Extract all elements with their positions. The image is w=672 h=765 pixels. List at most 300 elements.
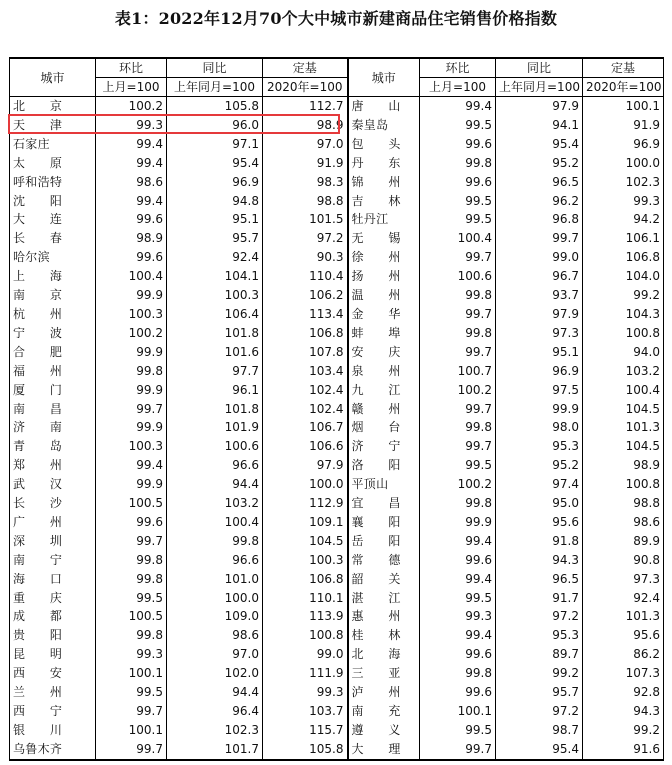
- left-mom-cell: 99.6: [96, 210, 167, 229]
- left-yoy-cell: 95.1: [167, 210, 263, 229]
- left-base-cell: 112.7: [263, 97, 348, 116]
- left-mom-cell: 99.9: [96, 381, 167, 400]
- right-city-cell: 惠 州: [348, 607, 420, 626]
- right-city-cell: 包 头: [348, 135, 420, 154]
- left-mom-cell: 99.4: [96, 154, 167, 173]
- header-city-right: 城市: [348, 58, 420, 97]
- unit-base-right: 2020年=100: [583, 78, 664, 97]
- right-yoy-cell: 95.0: [496, 494, 583, 513]
- right-yoy-cell: 93.7: [496, 286, 583, 305]
- right-city-cell: 泉 州: [348, 362, 420, 381]
- left-city-cell: 乌鲁木齐: [10, 740, 96, 760]
- right-base-cell: 98.6: [583, 513, 664, 532]
- right-mom-cell: 99.5: [420, 210, 496, 229]
- left-base-cell: 103.7: [263, 702, 348, 721]
- table-row: [10, 475, 664, 494]
- right-base-cell: 103.2: [583, 362, 664, 381]
- right-yoy-cell: 98.7: [496, 721, 583, 740]
- right-city-cell: 蚌 埠: [348, 324, 420, 343]
- right-yoy-cell: 99.9: [496, 400, 583, 419]
- left-city-cell: 厦 门: [10, 381, 96, 400]
- right-mom-cell: 99.8: [420, 664, 496, 683]
- left-mom-cell: 100.1: [96, 721, 167, 740]
- left-city-cell: 福 州: [10, 362, 96, 381]
- left-city-cell: 海 口: [10, 570, 96, 589]
- right-base-cell: 107.3: [583, 664, 664, 683]
- header-base-right: 定基: [583, 58, 664, 78]
- right-city-cell: 赣 州: [348, 400, 420, 419]
- right-base-cell: 100.1: [583, 97, 664, 116]
- right-yoy-cell: 99.2: [496, 664, 583, 683]
- right-yoy-cell: 95.1: [496, 343, 583, 362]
- left-city-cell: 上 海: [10, 267, 96, 286]
- left-base-cell: 102.4: [263, 381, 348, 400]
- right-city-cell: 三 亚: [348, 664, 420, 683]
- right-base-cell: 94.3: [583, 702, 664, 721]
- right-yoy-cell: 89.7: [496, 645, 583, 664]
- left-city-cell: 昆 明: [10, 645, 96, 664]
- left-yoy-cell: 100.0: [167, 589, 263, 608]
- left-yoy-cell: 101.9: [167, 418, 263, 437]
- table-row: [10, 135, 664, 154]
- left-yoy-cell: 103.2: [167, 494, 263, 513]
- table-row: [10, 437, 664, 456]
- left-mom-cell: 99.8: [96, 570, 167, 589]
- left-city-cell: 西 安: [10, 664, 96, 683]
- left-mom-cell: 99.9: [96, 286, 167, 305]
- right-yoy-cell: 94.1: [496, 116, 583, 135]
- right-base-cell: 98.9: [583, 456, 664, 475]
- right-base-cell: 96.9: [583, 135, 664, 154]
- left-base-cell: 102.4: [263, 400, 348, 419]
- left-mom-cell: 99.5: [96, 683, 167, 702]
- table-row: [10, 210, 664, 229]
- right-mom-cell: 100.4: [420, 229, 496, 248]
- left-mom-cell: 100.3: [96, 305, 167, 324]
- right-city-cell: 吉 林: [348, 192, 420, 211]
- left-yoy-cell: 100.3: [167, 286, 263, 305]
- left-mom-cell: 99.8: [96, 362, 167, 381]
- right-base-cell: 104.3: [583, 305, 664, 324]
- table-body: [10, 97, 664, 760]
- unit-yoy-left: 上年同月=100: [167, 78, 263, 97]
- left-yoy-cell: 102.3: [167, 721, 263, 740]
- right-city-cell: 韶 关: [348, 570, 420, 589]
- table-row: [10, 418, 664, 437]
- right-base-cell: 92.8: [583, 683, 664, 702]
- right-yoy-cell: 99.7: [496, 229, 583, 248]
- left-yoy-cell: 95.4: [167, 154, 263, 173]
- right-base-cell: 92.4: [583, 589, 664, 608]
- right-city-cell: 扬 州: [348, 267, 420, 286]
- right-yoy-cell: 95.2: [496, 154, 583, 173]
- right-mom-cell: 99.3: [420, 607, 496, 626]
- header-yoy-left: 同比: [167, 58, 263, 78]
- left-mom-cell: 100.4: [96, 267, 167, 286]
- table-row: [10, 740, 664, 760]
- right-base-cell: 106.1: [583, 229, 664, 248]
- right-city-cell: 平顶山: [348, 475, 420, 494]
- right-yoy-cell: 97.9: [496, 305, 583, 324]
- table-row: [10, 381, 664, 400]
- table-row: [10, 97, 664, 116]
- left-yoy-cell: 106.4: [167, 305, 263, 324]
- right-base-cell: 86.2: [583, 645, 664, 664]
- left-mom-cell: 100.2: [96, 97, 167, 116]
- left-yoy-cell: 109.0: [167, 607, 263, 626]
- left-yoy-cell: 96.9: [167, 173, 263, 192]
- left-mom-cell: 100.2: [96, 324, 167, 343]
- left-base-cell: 113.9: [263, 607, 348, 626]
- left-mom-cell: 99.3: [96, 116, 167, 135]
- right-base-cell: 91.9: [583, 116, 664, 135]
- right-base-cell: 102.3: [583, 173, 664, 192]
- right-yoy-cell: 98.0: [496, 418, 583, 437]
- left-yoy-cell: 101.6: [167, 343, 263, 362]
- right-city-cell: 北 海: [348, 645, 420, 664]
- left-mom-cell: 99.9: [96, 475, 167, 494]
- left-yoy-cell: 98.6: [167, 626, 263, 645]
- left-yoy-cell: 104.1: [167, 267, 263, 286]
- left-city-cell: 南 宁: [10, 551, 96, 570]
- right-mom-cell: 99.5: [420, 192, 496, 211]
- left-mom-cell: 99.7: [96, 532, 167, 551]
- right-city-cell: 遵 义: [348, 721, 420, 740]
- left-base-cell: 100.3: [263, 551, 348, 570]
- right-mom-cell: 100.2: [420, 475, 496, 494]
- right-yoy-cell: 91.7: [496, 589, 583, 608]
- table-row: [10, 702, 664, 721]
- right-city-cell: 锦 州: [348, 173, 420, 192]
- right-city-cell: 九 江: [348, 381, 420, 400]
- table-row: [10, 324, 664, 343]
- right-mom-cell: 99.8: [420, 324, 496, 343]
- left-city-cell: 银 川: [10, 721, 96, 740]
- right-yoy-cell: 97.2: [496, 607, 583, 626]
- left-base-cell: 98.3: [263, 173, 348, 192]
- left-mom-cell: 100.1: [96, 664, 167, 683]
- right-yoy-cell: 95.4: [496, 740, 583, 760]
- right-city-cell: 宜 昌: [348, 494, 420, 513]
- left-mom-cell: 98.6: [96, 173, 167, 192]
- right-yoy-cell: 96.5: [496, 173, 583, 192]
- right-mom-cell: 99.6: [420, 135, 496, 154]
- left-mom-cell: 100.5: [96, 607, 167, 626]
- left-base-cell: 106.6: [263, 437, 348, 456]
- left-base-cell: 103.4: [263, 362, 348, 381]
- left-city-cell: 呼和浩特: [10, 173, 96, 192]
- header-yoy-right: 同比: [496, 58, 583, 78]
- right-mom-cell: 99.4: [420, 532, 496, 551]
- right-yoy-cell: 95.6: [496, 513, 583, 532]
- right-base-cell: 97.3: [583, 570, 664, 589]
- right-city-cell: 牡丹江: [348, 210, 420, 229]
- table-row: [10, 192, 664, 211]
- left-city-cell: 沈 阳: [10, 192, 96, 211]
- left-city-cell: 成 都: [10, 607, 96, 626]
- right-base-cell: 104.0: [583, 267, 664, 286]
- table-header: [10, 58, 664, 97]
- right-yoy-cell: 97.5: [496, 381, 583, 400]
- right-base-cell: 90.8: [583, 551, 664, 570]
- left-base-cell: 97.2: [263, 229, 348, 248]
- left-city-cell: 南 京: [10, 286, 96, 305]
- table-row: [10, 362, 664, 381]
- left-mom-cell: 99.4: [96, 192, 167, 211]
- unit-base-left: 2020年=100: [263, 78, 348, 97]
- left-mom-cell: 99.4: [96, 456, 167, 475]
- left-yoy-cell: 96.6: [167, 551, 263, 570]
- left-city-cell: 天 津: [10, 116, 96, 135]
- left-base-cell: 106.7: [263, 418, 348, 437]
- table-row: [10, 267, 664, 286]
- left-city-cell: 青 岛: [10, 437, 96, 456]
- right-mom-cell: 100.7: [420, 362, 496, 381]
- left-yoy-cell: 101.8: [167, 324, 263, 343]
- right-mom-cell: 99.7: [420, 740, 496, 760]
- price-index-table: [9, 57, 664, 761]
- right-base-cell: 100.8: [583, 475, 664, 494]
- left-mom-cell: 99.4: [96, 135, 167, 154]
- table-row: [10, 645, 664, 664]
- right-yoy-cell: 99.0: [496, 248, 583, 267]
- left-city-cell: 南 昌: [10, 400, 96, 419]
- left-base-cell: 101.5: [263, 210, 348, 229]
- right-mom-cell: 99.8: [420, 494, 496, 513]
- right-mom-cell: 99.7: [420, 248, 496, 267]
- right-city-cell: 徐 州: [348, 248, 420, 267]
- right-base-cell: 100.4: [583, 381, 664, 400]
- left-city-cell: 武 汉: [10, 475, 96, 494]
- left-city-cell: 合 肥: [10, 343, 96, 362]
- left-yoy-cell: 101.7: [167, 740, 263, 760]
- left-yoy-cell: 100.4: [167, 513, 263, 532]
- right-base-cell: 104.5: [583, 437, 664, 456]
- left-yoy-cell: 101.0: [167, 570, 263, 589]
- left-city-cell: 北 京: [10, 97, 96, 116]
- right-mom-cell: 99.8: [420, 286, 496, 305]
- right-mom-cell: 99.6: [420, 173, 496, 192]
- right-yoy-cell: 95.2: [496, 456, 583, 475]
- right-yoy-cell: 96.7: [496, 267, 583, 286]
- table-row: [10, 286, 664, 305]
- left-mom-cell: 99.3: [96, 645, 167, 664]
- right-base-cell: 94.0: [583, 343, 664, 362]
- right-mom-cell: 99.8: [420, 418, 496, 437]
- table-row: [10, 570, 664, 589]
- left-mom-cell: 99.8: [96, 626, 167, 645]
- right-city-cell: 唐 山: [348, 97, 420, 116]
- left-base-cell: 99.3: [263, 683, 348, 702]
- left-yoy-cell: 96.1: [167, 381, 263, 400]
- right-city-cell: 济 宁: [348, 437, 420, 456]
- unit-mom-right: 上月=100: [420, 78, 496, 97]
- right-base-cell: 98.8: [583, 494, 664, 513]
- right-mom-cell: 99.8: [420, 154, 496, 173]
- left-yoy-cell: 101.8: [167, 400, 263, 419]
- left-base-cell: 104.5: [263, 532, 348, 551]
- table-row: [10, 494, 664, 513]
- header-mom-right: 环比: [420, 58, 496, 78]
- header-mom-left: 环比: [96, 58, 167, 78]
- left-city-cell: 长 春: [10, 229, 96, 248]
- left-base-cell: 98.8: [263, 192, 348, 211]
- table-row: [10, 513, 664, 532]
- right-yoy-cell: 95.3: [496, 626, 583, 645]
- left-mom-cell: 99.9: [96, 418, 167, 437]
- table-row: [10, 456, 664, 475]
- right-city-cell: 桂 林: [348, 626, 420, 645]
- left-city-cell: 广 州: [10, 513, 96, 532]
- right-yoy-cell: 91.8: [496, 532, 583, 551]
- left-yoy-cell: 95.7: [167, 229, 263, 248]
- right-city-cell: 常 德: [348, 551, 420, 570]
- left-yoy-cell: 92.4: [167, 248, 263, 267]
- left-base-cell: 106.2: [263, 286, 348, 305]
- right-base-cell: 99.2: [583, 721, 664, 740]
- left-base-cell: 115.7: [263, 721, 348, 740]
- left-city-cell: 杭 州: [10, 305, 96, 324]
- right-mom-cell: 99.6: [420, 683, 496, 702]
- table-row: [10, 229, 664, 248]
- left-mom-cell: 99.6: [96, 513, 167, 532]
- left-mom-cell: 99.7: [96, 400, 167, 419]
- right-mom-cell: 99.4: [420, 626, 496, 645]
- left-yoy-cell: 96.6: [167, 456, 263, 475]
- left-yoy-cell: 105.8: [167, 97, 263, 116]
- right-yoy-cell: 96.5: [496, 570, 583, 589]
- right-base-cell: 89.9: [583, 532, 664, 551]
- left-city-cell: 石家庄: [10, 135, 96, 154]
- right-city-cell: 湛 江: [348, 589, 420, 608]
- right-mom-cell: 99.4: [420, 97, 496, 116]
- left-mom-cell: 99.5: [96, 589, 167, 608]
- left-base-cell: 98.9: [263, 116, 348, 135]
- left-base-cell: 99.0: [263, 645, 348, 664]
- right-city-cell: 大 理: [348, 740, 420, 760]
- left-base-cell: 106.8: [263, 324, 348, 343]
- left-base-cell: 110.4: [263, 267, 348, 286]
- left-city-cell: 长 沙: [10, 494, 96, 513]
- header-base-left: 定基: [263, 58, 348, 78]
- left-base-cell: 110.1: [263, 589, 348, 608]
- left-yoy-cell: 102.0: [167, 664, 263, 683]
- left-city-cell: 西 宁: [10, 702, 96, 721]
- right-yoy-cell: 96.9: [496, 362, 583, 381]
- unit-yoy-right: 上年同月=100: [496, 78, 583, 97]
- left-base-cell: 107.8: [263, 343, 348, 362]
- right-city-cell: 安 庆: [348, 343, 420, 362]
- left-yoy-cell: 94.4: [167, 475, 263, 494]
- left-yoy-cell: 96.4: [167, 702, 263, 721]
- right-mom-cell: 99.5: [420, 721, 496, 740]
- table-row: [10, 626, 664, 645]
- right-mom-cell: 99.7: [420, 343, 496, 362]
- right-yoy-cell: 97.4: [496, 475, 583, 494]
- right-city-cell: 南 充: [348, 702, 420, 721]
- left-mom-cell: 99.7: [96, 740, 167, 760]
- right-mom-cell: 100.2: [420, 381, 496, 400]
- left-mom-cell: 99.8: [96, 551, 167, 570]
- right-base-cell: 101.3: [583, 418, 664, 437]
- right-mom-cell: 99.5: [420, 456, 496, 475]
- left-base-cell: 100.0: [263, 475, 348, 494]
- left-base-cell: 100.8: [263, 626, 348, 645]
- right-mom-cell: 100.1: [420, 702, 496, 721]
- table-row: [10, 664, 664, 683]
- left-mom-cell: 100.3: [96, 437, 167, 456]
- unit-mom-left: 上月=100: [96, 78, 167, 97]
- right-base-cell: 100.8: [583, 324, 664, 343]
- left-base-cell: 109.1: [263, 513, 348, 532]
- right-yoy-cell: 94.3: [496, 551, 583, 570]
- left-city-cell: 济 南: [10, 418, 96, 437]
- table-row: [10, 589, 664, 608]
- left-city-cell: 重 庆: [10, 589, 96, 608]
- left-mom-cell: 98.9: [96, 229, 167, 248]
- right-yoy-cell: 95.7: [496, 683, 583, 702]
- right-base-cell: 104.5: [583, 400, 664, 419]
- left-yoy-cell: 97.1: [167, 135, 263, 154]
- right-base-cell: 99.2: [583, 286, 664, 305]
- right-yoy-cell: 96.8: [496, 210, 583, 229]
- right-yoy-cell: 97.2: [496, 702, 583, 721]
- right-mom-cell: 99.9: [420, 513, 496, 532]
- right-mom-cell: 99.6: [420, 551, 496, 570]
- table-row: [10, 532, 664, 551]
- right-mom-cell: 99.7: [420, 437, 496, 456]
- table-row: [10, 343, 664, 362]
- right-city-cell: 秦皇岛: [348, 116, 420, 135]
- left-base-cell: 91.9: [263, 154, 348, 173]
- table-row: [10, 173, 664, 192]
- left-city-cell: 兰 州: [10, 683, 96, 702]
- right-yoy-cell: 97.9: [496, 97, 583, 116]
- table-row: [10, 116, 664, 135]
- left-city-cell: 贵 阳: [10, 626, 96, 645]
- right-city-cell: 襄 阳: [348, 513, 420, 532]
- left-city-cell: 太 原: [10, 154, 96, 173]
- table-title: 表1：2022年12月70个大中城市新建商品住宅销售价格指数: [114, 9, 558, 28]
- table-row: [10, 607, 664, 626]
- right-base-cell: 91.6: [583, 740, 664, 760]
- right-city-cell: 金 华: [348, 305, 420, 324]
- right-base-cell: 94.2: [583, 210, 664, 229]
- right-city-cell: 洛 阳: [348, 456, 420, 475]
- right-yoy-cell: 95.3: [496, 437, 583, 456]
- table-row: [10, 154, 664, 173]
- left-base-cell: 106.8: [263, 570, 348, 589]
- left-mom-cell: 100.5: [96, 494, 167, 513]
- left-mom-cell: 99.9: [96, 343, 167, 362]
- left-city-cell: 郑 州: [10, 456, 96, 475]
- right-mom-cell: 99.6: [420, 645, 496, 664]
- left-base-cell: 97.9: [263, 456, 348, 475]
- right-city-cell: 泸 州: [348, 683, 420, 702]
- header-city-left: 城市: [10, 58, 96, 97]
- left-base-cell: 105.8: [263, 740, 348, 760]
- left-base-cell: 90.3: [263, 248, 348, 267]
- right-mom-cell: 99.5: [420, 589, 496, 608]
- right-city-cell: 岳 阳: [348, 532, 420, 551]
- left-yoy-cell: 100.6: [167, 437, 263, 456]
- left-yoy-cell: 94.8: [167, 192, 263, 211]
- table-row: [10, 721, 664, 740]
- right-city-cell: 无 锡: [348, 229, 420, 248]
- left-city-cell: 深 圳: [10, 532, 96, 551]
- left-mom-cell: 99.7: [96, 702, 167, 721]
- table-row: [10, 551, 664, 570]
